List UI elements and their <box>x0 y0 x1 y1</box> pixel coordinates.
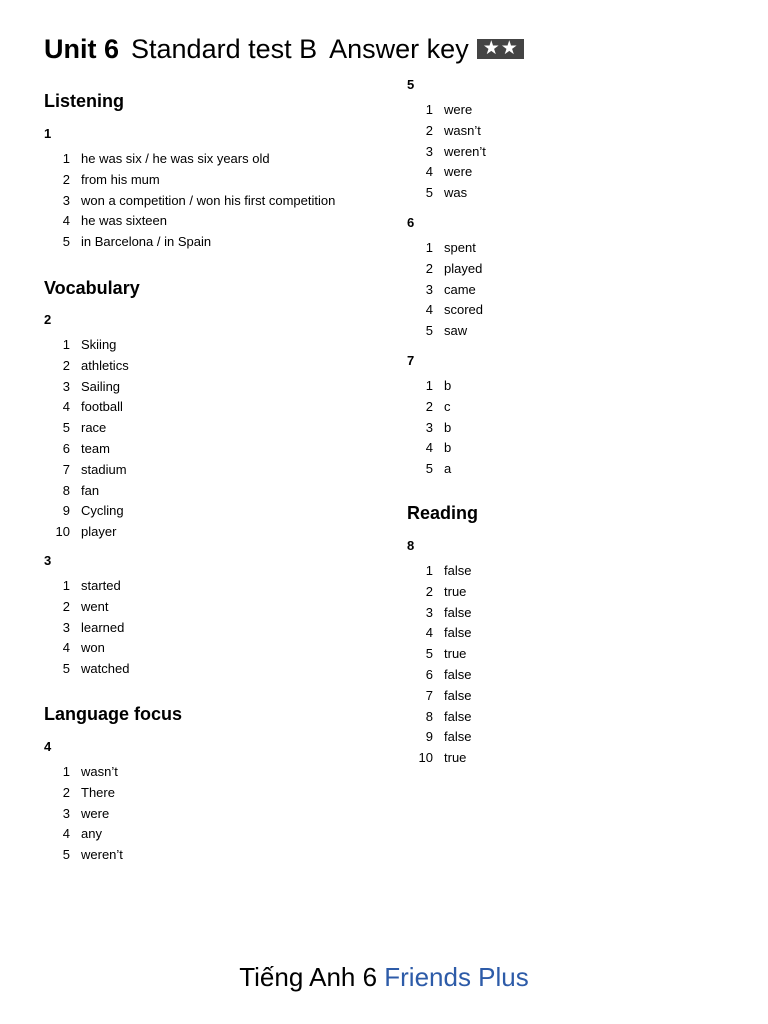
answer-text: came <box>444 281 476 297</box>
answer-text: c <box>444 398 451 414</box>
answer-number: 4 <box>425 164 433 180</box>
answer-number: 1 <box>62 578 70 593</box>
answer-row <box>407 100 486 121</box>
answer-number: 1 <box>425 563 433 578</box>
answer-text: wasn’t <box>444 122 481 138</box>
answer-number: 1 <box>62 764 70 779</box>
answer-number: 3 <box>62 805 70 821</box>
answer-number: 2 <box>425 398 433 414</box>
answer-row <box>44 501 129 522</box>
answer-row <box>407 582 471 603</box>
answer-number: 2 <box>62 598 70 614</box>
answer-text: from his mum <box>81 171 160 187</box>
unit-label: Unit 6 <box>44 34 120 64</box>
exercise-1 <box>44 126 335 253</box>
answer-text: false <box>444 687 472 703</box>
answer-row <box>44 522 129 543</box>
answer-row <box>44 418 129 439</box>
answer-text: There <box>81 784 115 800</box>
answer-number: 1 <box>425 378 433 393</box>
exercise-number: 6 <box>407 215 415 230</box>
answer-text: weren’t <box>81 847 123 863</box>
section-heading-vocabulary: Vocabulary <box>44 278 140 298</box>
answer-text: he was sixteen <box>81 213 167 229</box>
answer-number: 3 <box>425 419 433 435</box>
answer-key-label: Answer key <box>329 34 469 64</box>
answer-text: fan <box>81 482 100 498</box>
answer-row <box>407 162 486 183</box>
answer-row <box>407 623 471 644</box>
exercise-number: 2 <box>44 312 52 327</box>
answer-row <box>407 644 471 665</box>
answer-text: was <box>444 185 468 201</box>
test-label: Standard test B <box>131 34 318 64</box>
answer-row <box>44 460 129 481</box>
exercise-number: 5 <box>407 77 415 92</box>
answer-text: true <box>444 583 467 599</box>
answer-number: 9 <box>62 503 70 519</box>
answer-number: 1 <box>62 151 70 166</box>
answer-number: 2 <box>425 122 433 138</box>
answer-text: won <box>81 640 105 656</box>
answer-number: 4 <box>425 625 433 641</box>
answer-number: 1 <box>425 240 433 255</box>
answer-text: were <box>444 102 473 117</box>
answer-row <box>44 356 129 377</box>
exercise-number: 4 <box>44 739 52 754</box>
answer-row <box>44 762 123 783</box>
answer-number: 4 <box>62 640 70 656</box>
answer-text: were <box>444 164 473 180</box>
answer-text: Sailing <box>81 378 121 394</box>
exercise-5 <box>407 77 486 204</box>
answer-row <box>44 211 335 232</box>
answer-number: 5 <box>425 646 433 662</box>
answer-row <box>407 603 471 624</box>
answer-number: 2 <box>425 260 433 276</box>
answer-number: 5 <box>62 234 70 250</box>
answer-row <box>44 439 129 460</box>
answer-row <box>407 397 451 418</box>
answer-number: 4 <box>425 440 433 456</box>
answer-text: athletics <box>81 357 129 373</box>
answer-number: 3 <box>425 281 433 297</box>
answer-row <box>44 232 335 253</box>
answer-number: 4 <box>62 213 70 229</box>
answer-number: 2 <box>62 784 70 800</box>
footer-brand: Friends Plus <box>384 962 529 992</box>
exercise-8 <box>407 538 471 769</box>
answer-text: went <box>81 598 109 614</box>
footer-series-title <box>0 960 768 994</box>
answer-text: won a competition / won his first competition <box>81 192 336 208</box>
footer-prefix: Tiếng Anh 6 <box>239 962 385 992</box>
answer-row <box>407 459 451 480</box>
answer-text: team <box>81 440 110 456</box>
answer-text: false <box>444 563 472 578</box>
answer-text: true <box>444 646 467 662</box>
answer-row <box>407 707 471 728</box>
answer-text: he was six / he was six years old <box>81 151 270 166</box>
answer-number: 3 <box>62 378 70 394</box>
answer-row <box>44 618 129 639</box>
answer-row <box>44 638 129 659</box>
answer-number: 5 <box>62 847 70 863</box>
answer-text: b <box>444 378 452 393</box>
answer-text: any <box>81 826 102 842</box>
answer-text: player <box>81 524 117 540</box>
section-heading-listening: Listening <box>44 91 124 111</box>
answer-text: false <box>444 729 472 745</box>
exercise-3 <box>44 553 129 680</box>
answer-text: race <box>81 420 107 436</box>
answer-text: false <box>444 625 472 641</box>
exercise-number: 3 <box>44 553 52 568</box>
answer-text: Cycling <box>81 503 124 519</box>
answer-number: 5 <box>425 185 433 201</box>
answer-number: 5 <box>62 420 70 436</box>
exercise-number: 7 <box>407 353 415 368</box>
answer-row <box>44 659 129 680</box>
page-title <box>44 32 524 66</box>
answer-text: weren’t <box>444 143 486 159</box>
answer-row <box>44 597 129 618</box>
answer-row <box>44 335 129 356</box>
exercise-2 <box>44 312 129 543</box>
answer-row <box>44 576 129 597</box>
answer-row <box>407 259 483 280</box>
answer-row <box>44 845 123 866</box>
answer-number: 3 <box>425 143 433 159</box>
exercise-number: 1 <box>44 126 52 141</box>
answer-number: 7 <box>62 461 70 477</box>
answer-row <box>407 183 486 204</box>
answer-text: in Barcelona / in Spain <box>81 234 212 250</box>
answer-text: b <box>444 419 452 435</box>
answer-number: 8 <box>425 708 433 724</box>
answer-row <box>407 665 471 686</box>
exercise-4 <box>44 739 123 866</box>
answer-text: b <box>444 440 452 456</box>
answer-text: football <box>81 399 123 415</box>
answer-number: 5 <box>62 661 70 677</box>
answer-number: 10 <box>418 750 433 766</box>
answer-number: 5 <box>425 323 433 339</box>
exercise-7 <box>407 353 451 480</box>
answer-number: 9 <box>425 729 433 745</box>
answer-number: 1 <box>425 102 433 117</box>
difficulty-stars-badge: ★★ <box>477 39 524 59</box>
answer-text: learned <box>81 619 125 635</box>
answer-row <box>407 238 483 259</box>
answer-row <box>44 191 335 212</box>
answer-number: 6 <box>62 440 70 456</box>
section-heading-language-focus: Language focus <box>44 704 183 724</box>
answer-text: Skiing <box>81 337 117 352</box>
answer-row <box>44 804 123 825</box>
answer-row <box>407 321 483 342</box>
answer-row <box>44 377 129 398</box>
answer-row <box>407 727 471 748</box>
exercise-6 <box>407 215 483 342</box>
answer-number: 2 <box>62 171 70 187</box>
answer-number: 2 <box>62 357 70 373</box>
answer-text: false <box>444 604 472 620</box>
answer-number: 4 <box>425 302 433 318</box>
answer-number: 4 <box>62 399 70 415</box>
answer-row <box>407 121 486 142</box>
answer-row <box>44 481 129 502</box>
answer-row <box>44 824 123 845</box>
answer-number: 3 <box>62 619 70 635</box>
answer-row <box>44 783 123 804</box>
answer-text: were <box>81 805 110 821</box>
answer-row <box>407 418 451 439</box>
answer-text: started <box>81 578 121 593</box>
answer-number: 2 <box>425 583 433 599</box>
answer-number: 10 <box>55 524 70 540</box>
answer-text: false <box>444 708 472 724</box>
answer-row <box>407 142 486 163</box>
answer-row <box>44 149 335 170</box>
answer-text: a <box>444 461 452 477</box>
answer-text: saw <box>444 323 468 339</box>
answer-text: scored <box>444 302 484 318</box>
answer-number: 6 <box>425 666 433 682</box>
answer-row <box>407 376 451 397</box>
answer-number: 3 <box>62 192 70 208</box>
answer-text: spent <box>444 240 476 255</box>
answer-row <box>407 280 483 301</box>
answer-row <box>44 170 335 191</box>
answer-row <box>44 397 129 418</box>
answer-text: played <box>444 260 483 276</box>
answer-text: true <box>444 750 467 766</box>
answer-number: 7 <box>425 687 433 703</box>
answer-text: wasn’t <box>81 764 118 779</box>
answer-number: 3 <box>425 604 433 620</box>
answer-number: 8 <box>62 482 70 498</box>
exercise-number: 8 <box>407 538 415 553</box>
answer-number: 5 <box>425 461 433 477</box>
section-heading-reading: Reading <box>407 503 479 523</box>
answer-row <box>407 561 471 582</box>
answer-text: stadium <box>81 461 127 477</box>
answer-number: 1 <box>62 337 70 352</box>
answer-row <box>407 686 471 707</box>
answer-row <box>407 438 451 459</box>
answer-number: 4 <box>62 826 70 842</box>
answer-text: watched <box>81 661 130 677</box>
answer-row <box>407 300 483 321</box>
answer-row <box>407 748 471 769</box>
answer-text: false <box>444 666 472 682</box>
